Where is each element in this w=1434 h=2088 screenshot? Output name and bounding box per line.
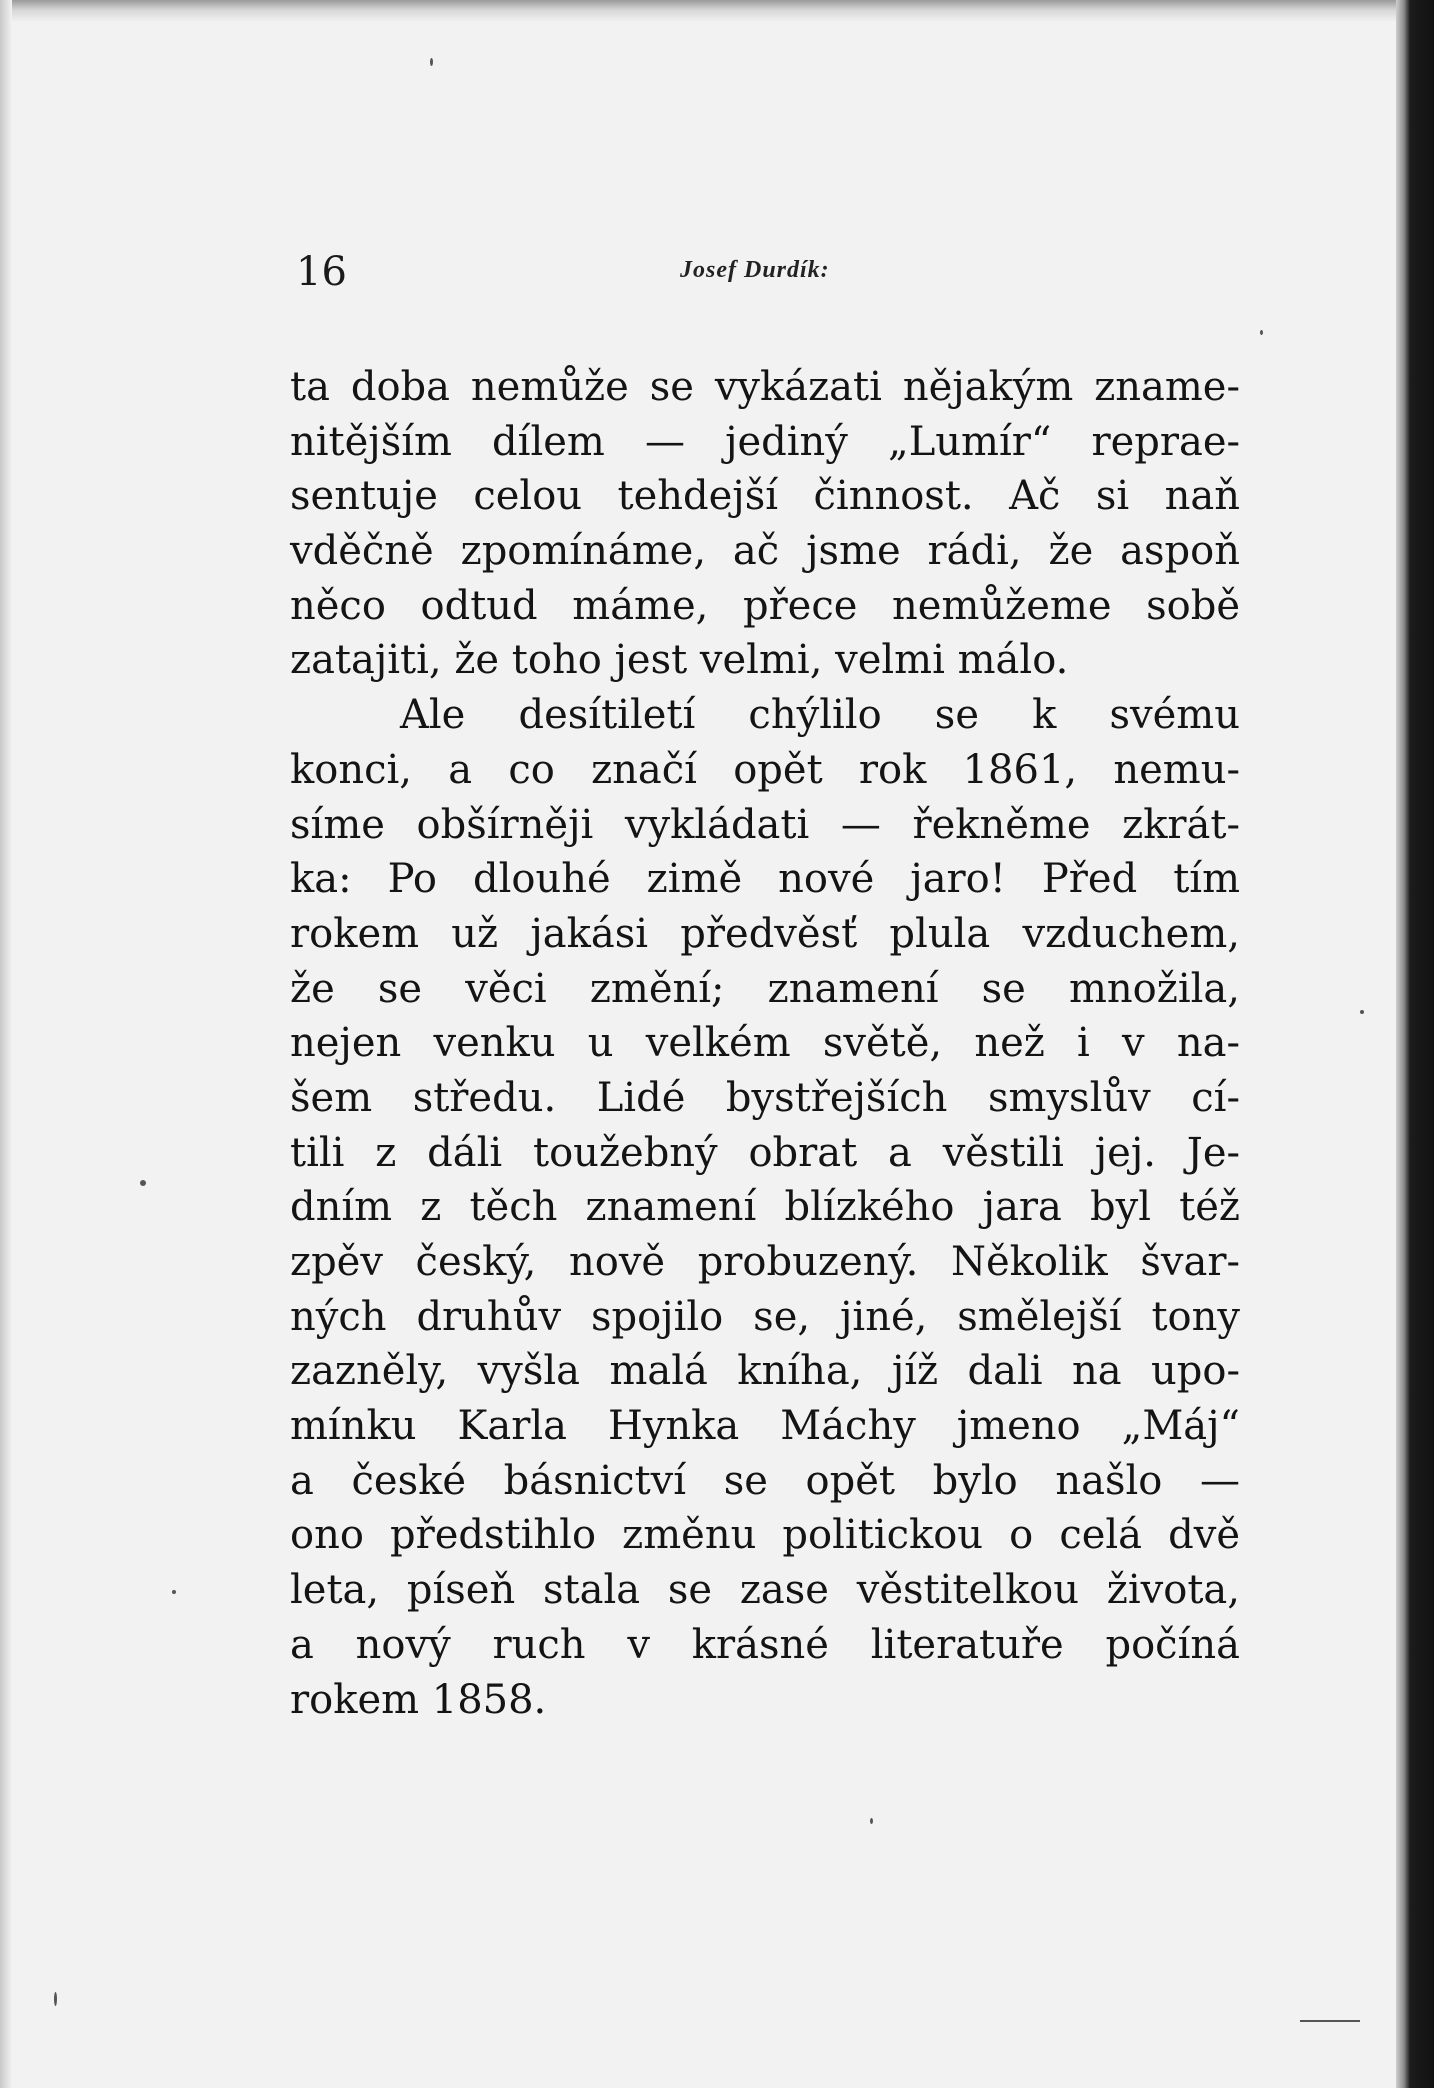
text-line: že se věci změní; znamení se množila, [290,965,1240,1012]
page-top-edge [0,0,1400,22]
running-head: Josef Durdík: [680,257,830,283]
text-line: ono předstihlo změnu politickou o celá dvě [290,1512,1240,1559]
text-line: leta, píseň stala se zase věstitelkou života, [290,1567,1240,1614]
scan-speck [1300,2020,1360,2022]
scan-speck [870,1818,873,1824]
text-line: zpěv český, nově probuzený. Několik švar- [290,1239,1240,1285]
page-number: 16 [296,249,347,295]
text-line: nitějším dílem — jediný „Lumír“ reprae- [290,418,1240,465]
text-line: ných druhův spojilo se, jiné, smělejší tony [290,1293,1240,1340]
text-line: zazněly, vyšla malá kníha, jíž dali na upo- [290,1348,1240,1395]
scan-speck [54,1992,57,2006]
scan-speck [430,58,433,66]
text-line: rokem už jakási předvěsť plula vzduchem, [290,910,1240,957]
text-line-paragraph-start: Ale desítiletí chýlilo se k svému [400,692,1240,739]
text-line: něco odtud máme, přece nemůžeme sobě [290,582,1240,629]
text-line: mínku Karla Hynka Máchy jmeno „Máj“ [290,1403,1240,1450]
text-line: dním z těch znamení blízkého jara byl též [290,1184,1240,1231]
text-line: síme obšírněji vykládati — řekněme zkrát- [290,801,1240,848]
scan-speck [1260,330,1263,335]
scan-speck [172,1590,176,1594]
text-line: zatajiti, že toho jest velmi, velmi málo. [290,637,1069,684]
page-header [296,244,1256,304]
book-spine-shadow [1396,0,1434,2088]
scan-speck [140,1180,146,1186]
text-line: a nový ruch v krásné literatuře počíná [290,1621,1240,1668]
text-line: ka: Po dlouhé zimě nové jaro! Před tím [290,856,1240,903]
scan-speck [1360,1010,1364,1014]
page-left-edge [0,0,12,2088]
text-line: šem středu. Lidé bystřejších smyslův cí- [290,1074,1240,1121]
text-line: rokem 1858. [290,1676,547,1723]
text-line: a české básnictví se opět bylo našlo — [290,1457,1240,1504]
text-line: vděčně zpomínáme, ač jsme rádi, že aspoň [290,528,1240,575]
text-line: nejen venku u velkém světě, než i v na- [290,1020,1240,1067]
text-line: konci, a co značí opět rok 1861, nemu- [290,746,1240,793]
text-line: tili z dáli toužebný obrat a věstili jej. Je- [290,1129,1240,1176]
text-line: sentuje celou tehdejší činnost. Ač si naň [290,473,1240,520]
body-text [290,360,1240,1727]
text-line: ta doba nemůže se vykázati nějakým zname- [290,364,1240,410]
